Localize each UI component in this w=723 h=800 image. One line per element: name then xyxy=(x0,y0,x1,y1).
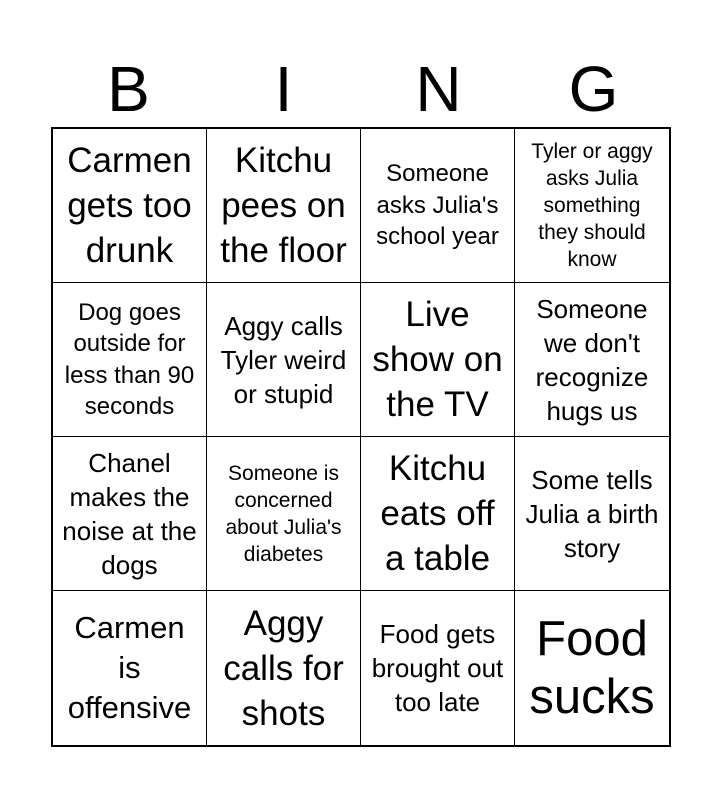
bingo-cell-text: Someone we don't recognize hugs us xyxy=(535,293,649,426)
bingo-cell-r1c1[interactable] xyxy=(53,129,207,283)
bingo-board xyxy=(51,127,671,747)
bingo-cell-r2c1[interactable] xyxy=(53,283,207,437)
bingo-cell-text: Kitchu pees on the floor xyxy=(220,141,347,270)
bingo-cell-text: Food gets brought out too late xyxy=(371,619,504,717)
bingo-cell-text: Dog goes outside for less than 90 seconds xyxy=(64,298,195,420)
bingo-cell-text: Carmen gets too drunk xyxy=(67,141,192,270)
bingo-cell-text: Aggy calls for shots xyxy=(223,603,344,733)
header-letter-b: B xyxy=(107,53,150,125)
bingo-cell-r3c2[interactable] xyxy=(207,437,361,591)
bingo-cell-r2c2[interactable] xyxy=(207,283,361,437)
bingo-cell-r3c1[interactable] xyxy=(53,437,207,591)
bingo-cell-r1c2[interactable] xyxy=(207,129,361,283)
bingo-cell-text: Someone is concerned about Julia's diabetes xyxy=(225,461,342,566)
header-letter-i: I xyxy=(274,53,293,125)
bingo-cell-text: Kitchu eats off a table xyxy=(380,449,495,578)
bingo-cell-text: Some tells Julia a birth story xyxy=(525,464,659,563)
bingo-cell-r4c3[interactable] xyxy=(361,591,515,745)
bingo-cell-r4c1[interactable] xyxy=(53,591,207,745)
bingo-cell-text: Chanel makes the noise at the dogs xyxy=(62,447,197,580)
bingo-cell-text: Someone asks Julia's school year xyxy=(376,160,499,251)
bingo-header xyxy=(51,50,671,128)
bingo-cell-r1c4[interactable] xyxy=(515,129,669,283)
bingo-cell-text: Carmen is offensive xyxy=(67,610,192,725)
bingo-cell-text: Tyler or aggy asks Julia something they should know xyxy=(531,140,653,271)
bingo-cell-r2c3[interactable] xyxy=(361,283,515,437)
bingo-cell-text: Aggy calls Tyler weird or stupid xyxy=(220,310,347,409)
bingo-cell-r3c3[interactable] xyxy=(361,437,515,591)
bingo-cell-r4c2[interactable] xyxy=(207,591,361,745)
bingo-cell-text: Food sucks xyxy=(529,612,655,724)
bingo-cell-text: Live show on the TV xyxy=(372,295,503,424)
bingo-cell-r1c3[interactable] xyxy=(361,129,515,283)
bingo-cell-r2c4[interactable] xyxy=(515,283,669,437)
bingo-cell-r4c4[interactable] xyxy=(515,591,669,745)
bingo-cell-r3c4[interactable] xyxy=(515,437,669,591)
header-letter-g: G xyxy=(568,53,619,125)
header-letter-n: N xyxy=(415,53,462,125)
